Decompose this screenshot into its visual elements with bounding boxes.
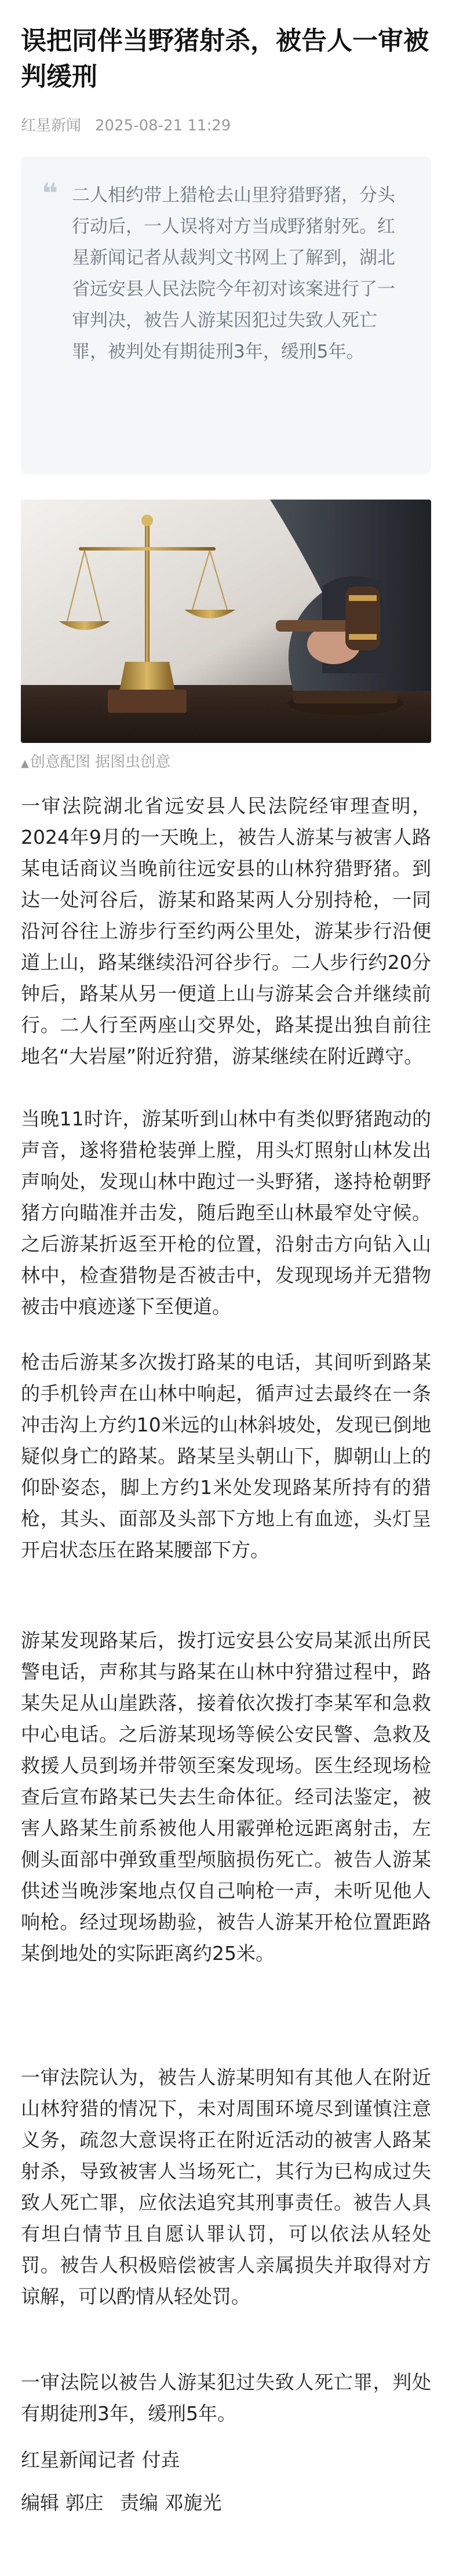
editor-line [21, 2487, 431, 2519]
article-paragraph: 游某发现路某后，拨打远安县公安局某派出所民警电话，声称其与路某在山林中狩猎过程中，路某失足从山崖跌落，接着依次拨打李某军和急救中心电话。之后游某现场等候公安民警、急救及救援人员到场并带领至案发现场。医生经现场检查后宣布路某已失去生命体征。经司法鉴定，被害人路某生前系被他人用霰弹枪远距离射击，左侧头面部中弹致重型颅脑损伤死亡。被告人游某供述当晚涉案地点仅自己响枪一声，未听见他人响枪。经过现场勘验，被告人游某开枪位置距路某倒地处的实际距离约25米。 [21, 1629, 431, 1965]
chief-editor-name: 邓旎光 [164, 2491, 222, 2514]
quote-icon: ❝ [42, 177, 59, 210]
article-title: 误把同伴当野猪射杀，被告人一审被判缓刑 [21, 26, 429, 92]
summary-box [21, 156, 431, 474]
reporter-line: 红星新闻记者 付垚 [21, 2449, 180, 2471]
article-paragraph: 一审法院湖北省远安县人民法院经审理查明，2024年9月的一天晚上，被告人游某与被害人路某电话商议当晚前往远安县的山林狩猎野猪。到达一处河谷后，游某和路某两人分别持枪，一同沿河谷往上游步行至约两公里处，游某步行沿便道上山，路某继续沿河谷步行。二人步行约20分钟后，路某从另一便道上山与游某会合并继续前行。二人行至两座山交界处，路某提出独自前往地名“大岩屋”附近狩猎，游某继续在附近蹲守。 [21, 795, 431, 1067]
article-meta [21, 116, 231, 136]
triangle-up-icon: ▲ [21, 757, 29, 770]
article-paragraph: 当晚11时许，游某听到山林中有类似野猪跑动的声音，遂将猎枪装弹上膛，用头灯照射山林发出声响处，发现山林中跑过一头野猪，遂持枪朝野猪方向瞄准并击发，随后跑至山林最窄处守候。之后游某折返至开枪的位置，沿射击方向钻入山林中，检查猎物是否被击中，发现现场并无猎物被击中痕迹遂下至便道。 [21, 1107, 431, 1318]
editor-name: 郭庄 [65, 2491, 104, 2514]
image-caption [21, 752, 170, 774]
article-paragraph: 一审法院认为，被告人游某明知有其他人在附近山林狩猎的情况下，未对周围环境尽到谨慎注意义务，疏忽大意误将正在附近活动的被害人路某射杀，导致被害人当场死亡，其行为已构成过失致人死亡罪，应依法追究其刑事责任。被告人具有坦白情节且自愿认罪认罚，可以依法从轻处罚。被告人积极赔偿被害人亲属损失并取得对方谅解，可以酌情从轻处罚。 [21, 2066, 431, 2308]
article-paragraph: 枪击后游某多次拨打路某的电话，其间听到路某的手机铃声在山林中响起，循声过去最终在一条冲击沟上方约10米远的山林斜坡处，发现已倒地疑似身亡的路某。路某呈头朝山下，脚朝山上的仰卧姿态，脚上方约1米处发现路某所持有的猎枪，其头、面部及头部下方地上有血迹，头灯呈开启状态压在路某腰部下方。 [21, 1351, 431, 1561]
caption-text: 创意配图 据图虫创意 [30, 753, 171, 771]
publish-date: 2025-08-21 11:29 [95, 117, 231, 134]
source-name[interactable]: 红星新闻 [21, 117, 82, 134]
article-paragraph: 一审法院以被告人游某犯过失致人死亡罪，判处有期徒刑3年，缓刑5年。 [21, 2371, 431, 2425]
summary-text: 二人相约带上猎枪去山里狩猎野猪，分头行动后，一人误将对方当成野猪射死。红星新闻记者从裁判文书网上了解到，湖北省远安县人民法院今年初对该案进行了一审判决，被告人游某因犯过失致人死亡罪，被判处有期徒刑3年，缓刑5年。 [72, 185, 395, 362]
editor-label: 编辑 [21, 2491, 59, 2514]
article-image[interactable] [21, 500, 431, 743]
chief-editor-label: 责编 [120, 2491, 158, 2514]
